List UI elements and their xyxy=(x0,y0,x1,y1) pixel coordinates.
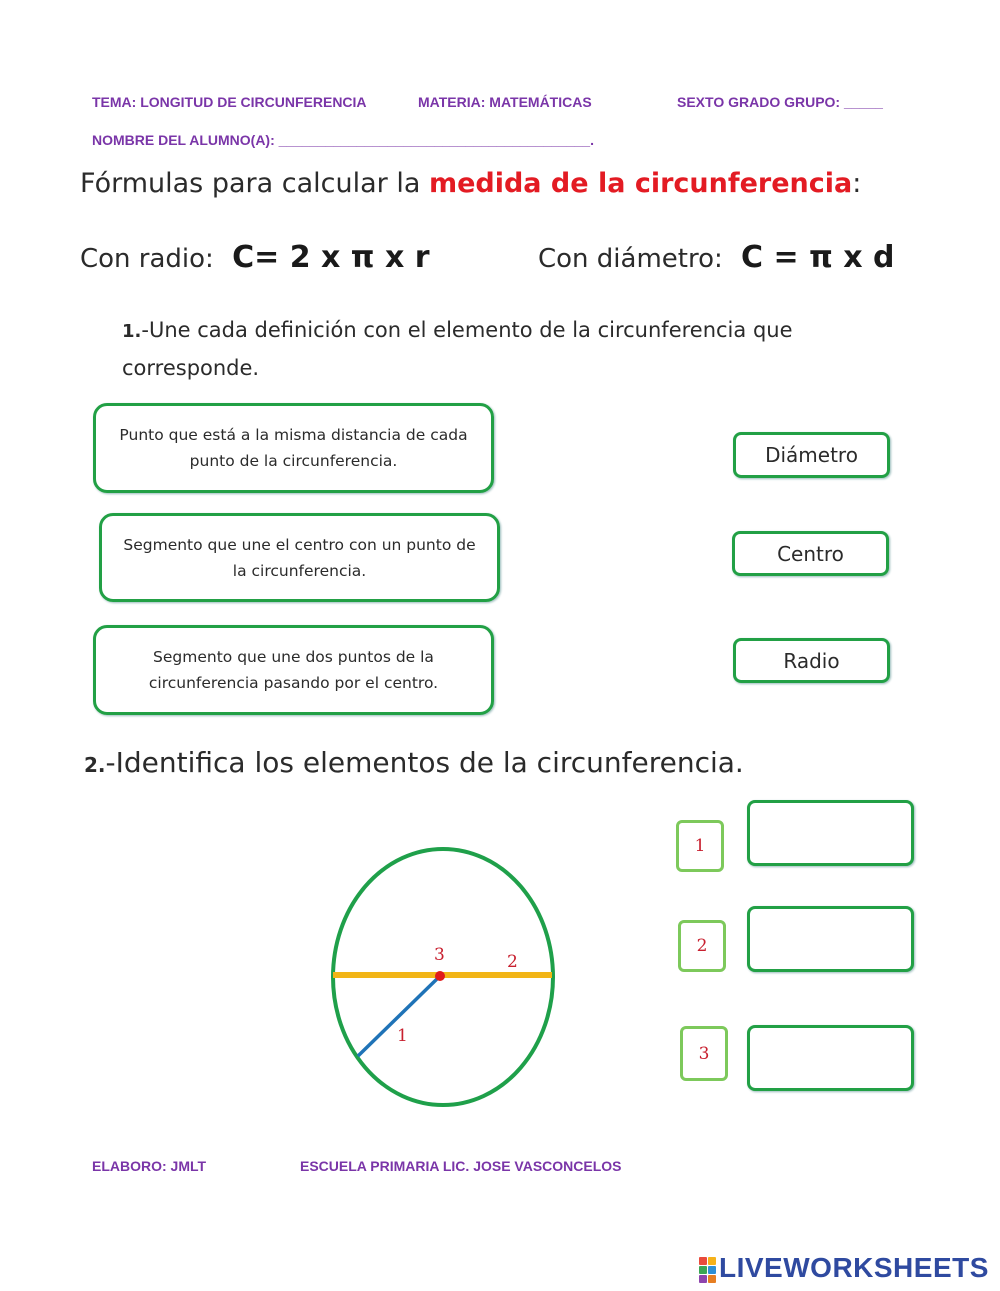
definition-text-1: Punto que está a la misma distancia de cada punto de la circunferencia. xyxy=(119,426,468,470)
formulas-title xyxy=(80,168,861,199)
formula-radio-label: Con radio: xyxy=(80,244,214,274)
term-box-diametro[interactable]: Diámetro xyxy=(733,432,890,478)
term-box-centro[interactable]: Centro xyxy=(732,531,889,576)
formula-diametro-expression: C = π x d xyxy=(741,240,895,275)
definition-text-3: Segmento que une dos puntos de la circunferencia pasando por el centro. xyxy=(148,648,439,692)
formula-diametro-label: Con diámetro: xyxy=(538,244,723,274)
formulas-title-suffix: : xyxy=(852,168,862,199)
logo-blocks-icon xyxy=(699,1257,716,1283)
formula-diametro xyxy=(538,240,895,275)
label-radius: 1 xyxy=(397,1026,408,1046)
answer-input-2[interactable] xyxy=(747,906,914,972)
formula-radio xyxy=(80,240,430,275)
term-box-radio[interactable]: Radio xyxy=(733,638,890,683)
formula-radio-expression: C= 2 x π x r xyxy=(232,240,430,275)
question1-text: -Une cada definición con el elemento de la circunferencia que corresponde. xyxy=(122,318,793,380)
question2-number: 2. xyxy=(84,753,106,777)
header-materia: MATERIA: MATEMÁTICAS xyxy=(418,94,592,110)
answer-number-2: 2 xyxy=(678,920,726,972)
definition-text-2: Segmento que une el centro con un punto de la circunferencia. xyxy=(123,535,476,580)
definition-box-3[interactable] xyxy=(93,625,494,715)
answer-number-3: 3 xyxy=(680,1026,728,1081)
liveworksheets-logo xyxy=(699,1252,989,1284)
circle-diagram xyxy=(320,835,570,1125)
answer-number-1: 1 xyxy=(676,820,724,872)
label-diameter: 2 xyxy=(507,952,518,972)
header-nombre: NOMBRE DEL ALUMNO(A): ________________________________________. xyxy=(92,132,594,148)
center-point xyxy=(435,971,445,981)
definition-box-2[interactable] xyxy=(99,513,500,602)
label-center: 3 xyxy=(434,945,445,965)
logo-text: LIVEWORKSHEETS xyxy=(719,1252,989,1283)
question1-prompt xyxy=(122,312,912,386)
footer-escuela: ESCUELA PRIMARIA LIC. JOSE VASCONCELOS xyxy=(300,1158,622,1174)
footer-elaboro: ELABORO: JMLT xyxy=(92,1158,207,1174)
definition-box-1[interactable] xyxy=(93,403,494,493)
answer-input-1[interactable] xyxy=(747,800,914,866)
formulas-title-highlight: medida de la circunferencia xyxy=(428,168,853,199)
question2-prompt xyxy=(84,746,744,779)
question1-number: 1. xyxy=(122,321,142,342)
answer-input-3[interactable] xyxy=(747,1025,914,1091)
header-grado: SEXTO GRADO GRUPO: _____ xyxy=(677,94,883,110)
formulas-title-prefix: Fórmulas para calcular la xyxy=(80,168,429,199)
header-tema: TEMA: LONGITUD DE CIRCUNFERENCIA xyxy=(92,94,367,110)
question2-text: -Identifica los elementos de la circunferencia. xyxy=(105,746,744,779)
